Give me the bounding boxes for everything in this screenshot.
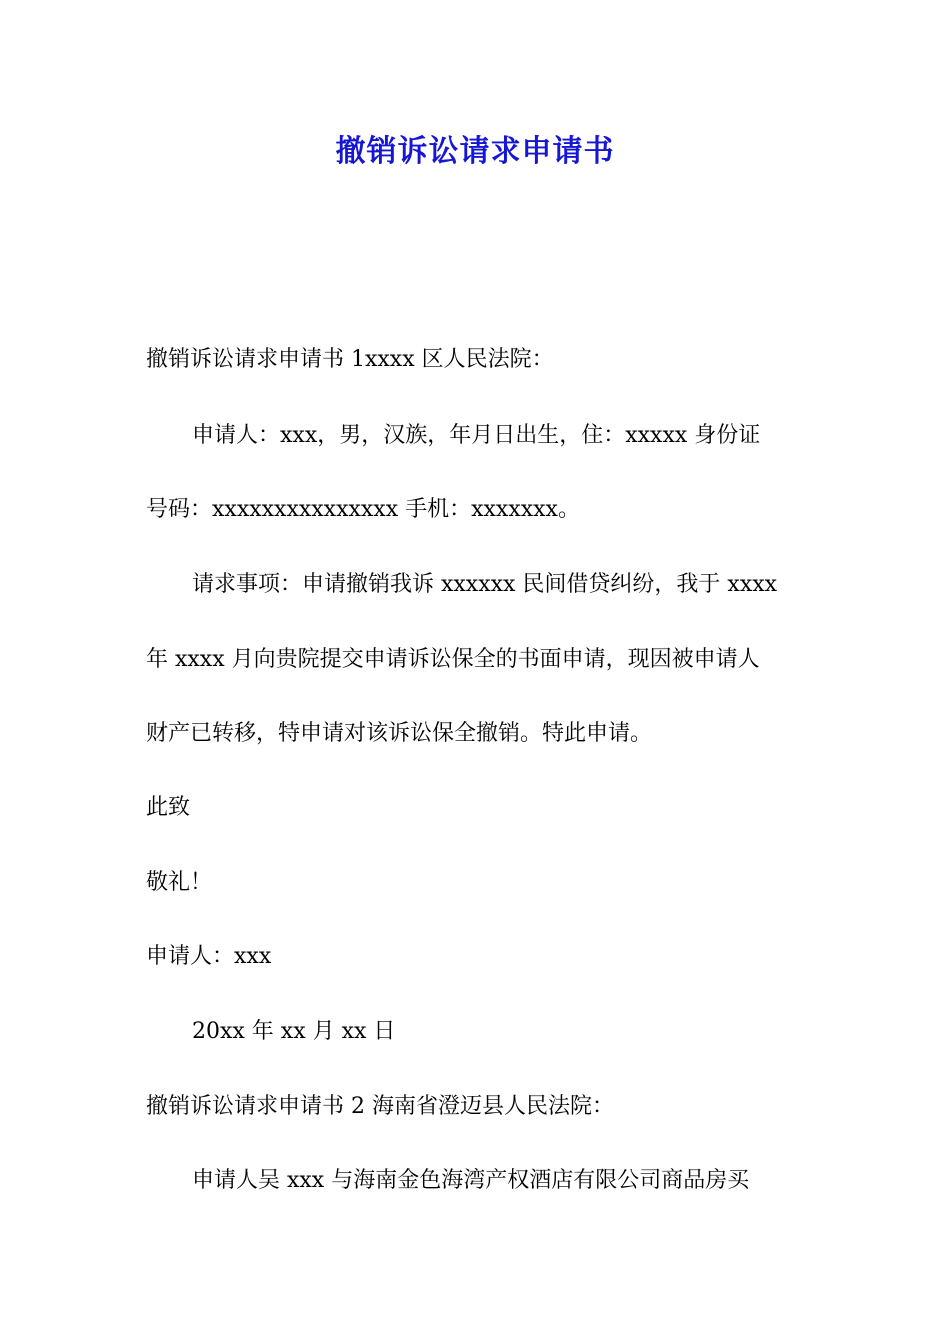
- signature-date: 20xx 年 xx 月 xx 日: [192, 1019, 396, 1044]
- document-title: 撤销诉讼请求申请书: [335, 134, 615, 169]
- closing-jingli: 敬礼！: [146, 870, 213, 895]
- court-heading-2: 撤销诉讼请求申请书 2 海南省澄迈县人民法院：: [146, 1094, 614, 1119]
- signature-applicant: 申请人：xxx: [146, 944, 272, 969]
- request-line-3: 财产已转移，特申请对该诉讼保全撤销。特此申请。: [146, 721, 653, 746]
- closing-cizhi: 此致: [146, 795, 191, 820]
- request-line-2: 年 xxxx 月向贵院提交申请诉讼保全的书面申请，现因被申请人: [146, 647, 760, 672]
- second-applicant-line-1: 申请人吴 xxx 与海南金色海湾产权酒店有限公司商品房买: [192, 1168, 750, 1193]
- request-line-1: 请求事项：申请撤销我诉 xxxxxx 民间借贷纠纷，我于 xxxx: [192, 572, 778, 597]
- applicant-info-line-1: 申请人：xxx，男，汉族，年月日出生，住：xxxxx 身份证: [192, 423, 761, 448]
- court-heading-1: 撤销诉讼请求申请书 1xxxx 区人民法院：: [146, 347, 554, 372]
- applicant-info-line-2: 号码：xxxxxxxxxxxxxxx 手机：xxxxxxx。: [146, 497, 580, 522]
